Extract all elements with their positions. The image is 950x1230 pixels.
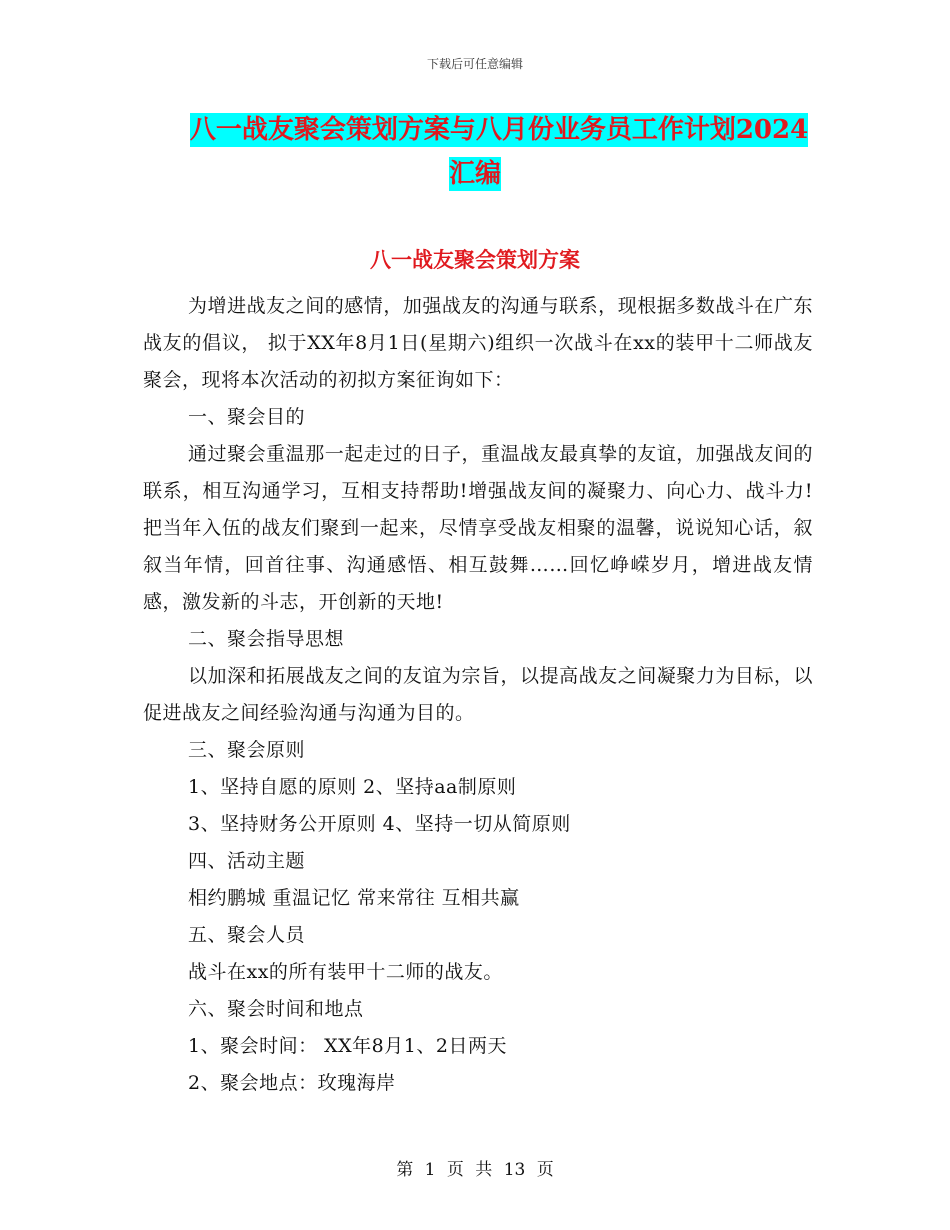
heading-principles: 三、聚会原则 <box>188 739 306 761</box>
page-footer: 第 1 页 共 13 页 <box>396 1160 554 1180</box>
place-text: 2、聚会地点：玫瑰海岸 <box>188 1072 396 1094</box>
document-title-line-1 <box>24 110 950 150</box>
time-text: 1、聚会时间： XX年8月1、2日两天 <box>188 1035 507 1057</box>
attendees-text: 战斗在xx的所有装甲十二师的战友。 <box>188 961 503 983</box>
purpose-paragraph: 通过聚会重温那一起走过的日子，重温战友最真挚的友谊，加强战友间的联系，相互沟通学习，互相支持帮助!增强战友间的凝聚力、向心力、战斗力!把当年入伍的战友们聚到一起来，尽情享受战友相聚的温馨，说说知心话，叙叙当年情，回首往事、沟通感悟、相互鼓舞……回忆峥嵘岁月，增进战友情感，激发新的斗志，开创新的天地! <box>143 443 813 613</box>
guiding-idea-paragraph: 以加深和拓展战友之间的友谊为宗旨，以提高战友之间凝聚力为目标，以促进战友之间经验沟通与沟通为目的。 <box>143 665 813 724</box>
heading-time-place: 六、聚会时间和地点 <box>188 998 364 1020</box>
heading-guiding-idea: 二、聚会指导思想 <box>188 628 345 650</box>
heading-attendees: 五、聚会人员 <box>188 924 306 946</box>
document-body <box>143 288 813 1102</box>
section-title: 八一战友聚会策划方案 <box>370 247 580 272</box>
principles-line-1: 1、坚持自愿的原则 2、坚持aa制原则 <box>188 776 517 798</box>
heading-theme: 四、活动主题 <box>188 850 306 872</box>
document-title-text-2: 汇编 <box>448 159 501 189</box>
page-header-note: 下载后可任意编辑 <box>426 57 523 71</box>
document-title-line-2 <box>0 154 950 194</box>
theme-text: 相约鹏城 重温记忆 常来常往 互相共赢 <box>188 887 520 909</box>
heading-purpose: 一、聚会目的 <box>188 406 306 428</box>
intro-paragraph: 为增进战友之间的感情，加强战友的沟通与联系，现根据多数战斗在广东战友的倡议， 拟于XX年8月1日(星期六)组织一次战斗在xx的装甲十二师战友聚会，现将本次活动的初拟方案征询如下： <box>143 295 813 391</box>
document-title-text-1: 八一战友聚会策划方案与八月份业务员工作计划2024 <box>189 115 809 145</box>
principles-line-2: 3、坚持财务公开原则 4、坚持一切从简原则 <box>188 813 571 835</box>
